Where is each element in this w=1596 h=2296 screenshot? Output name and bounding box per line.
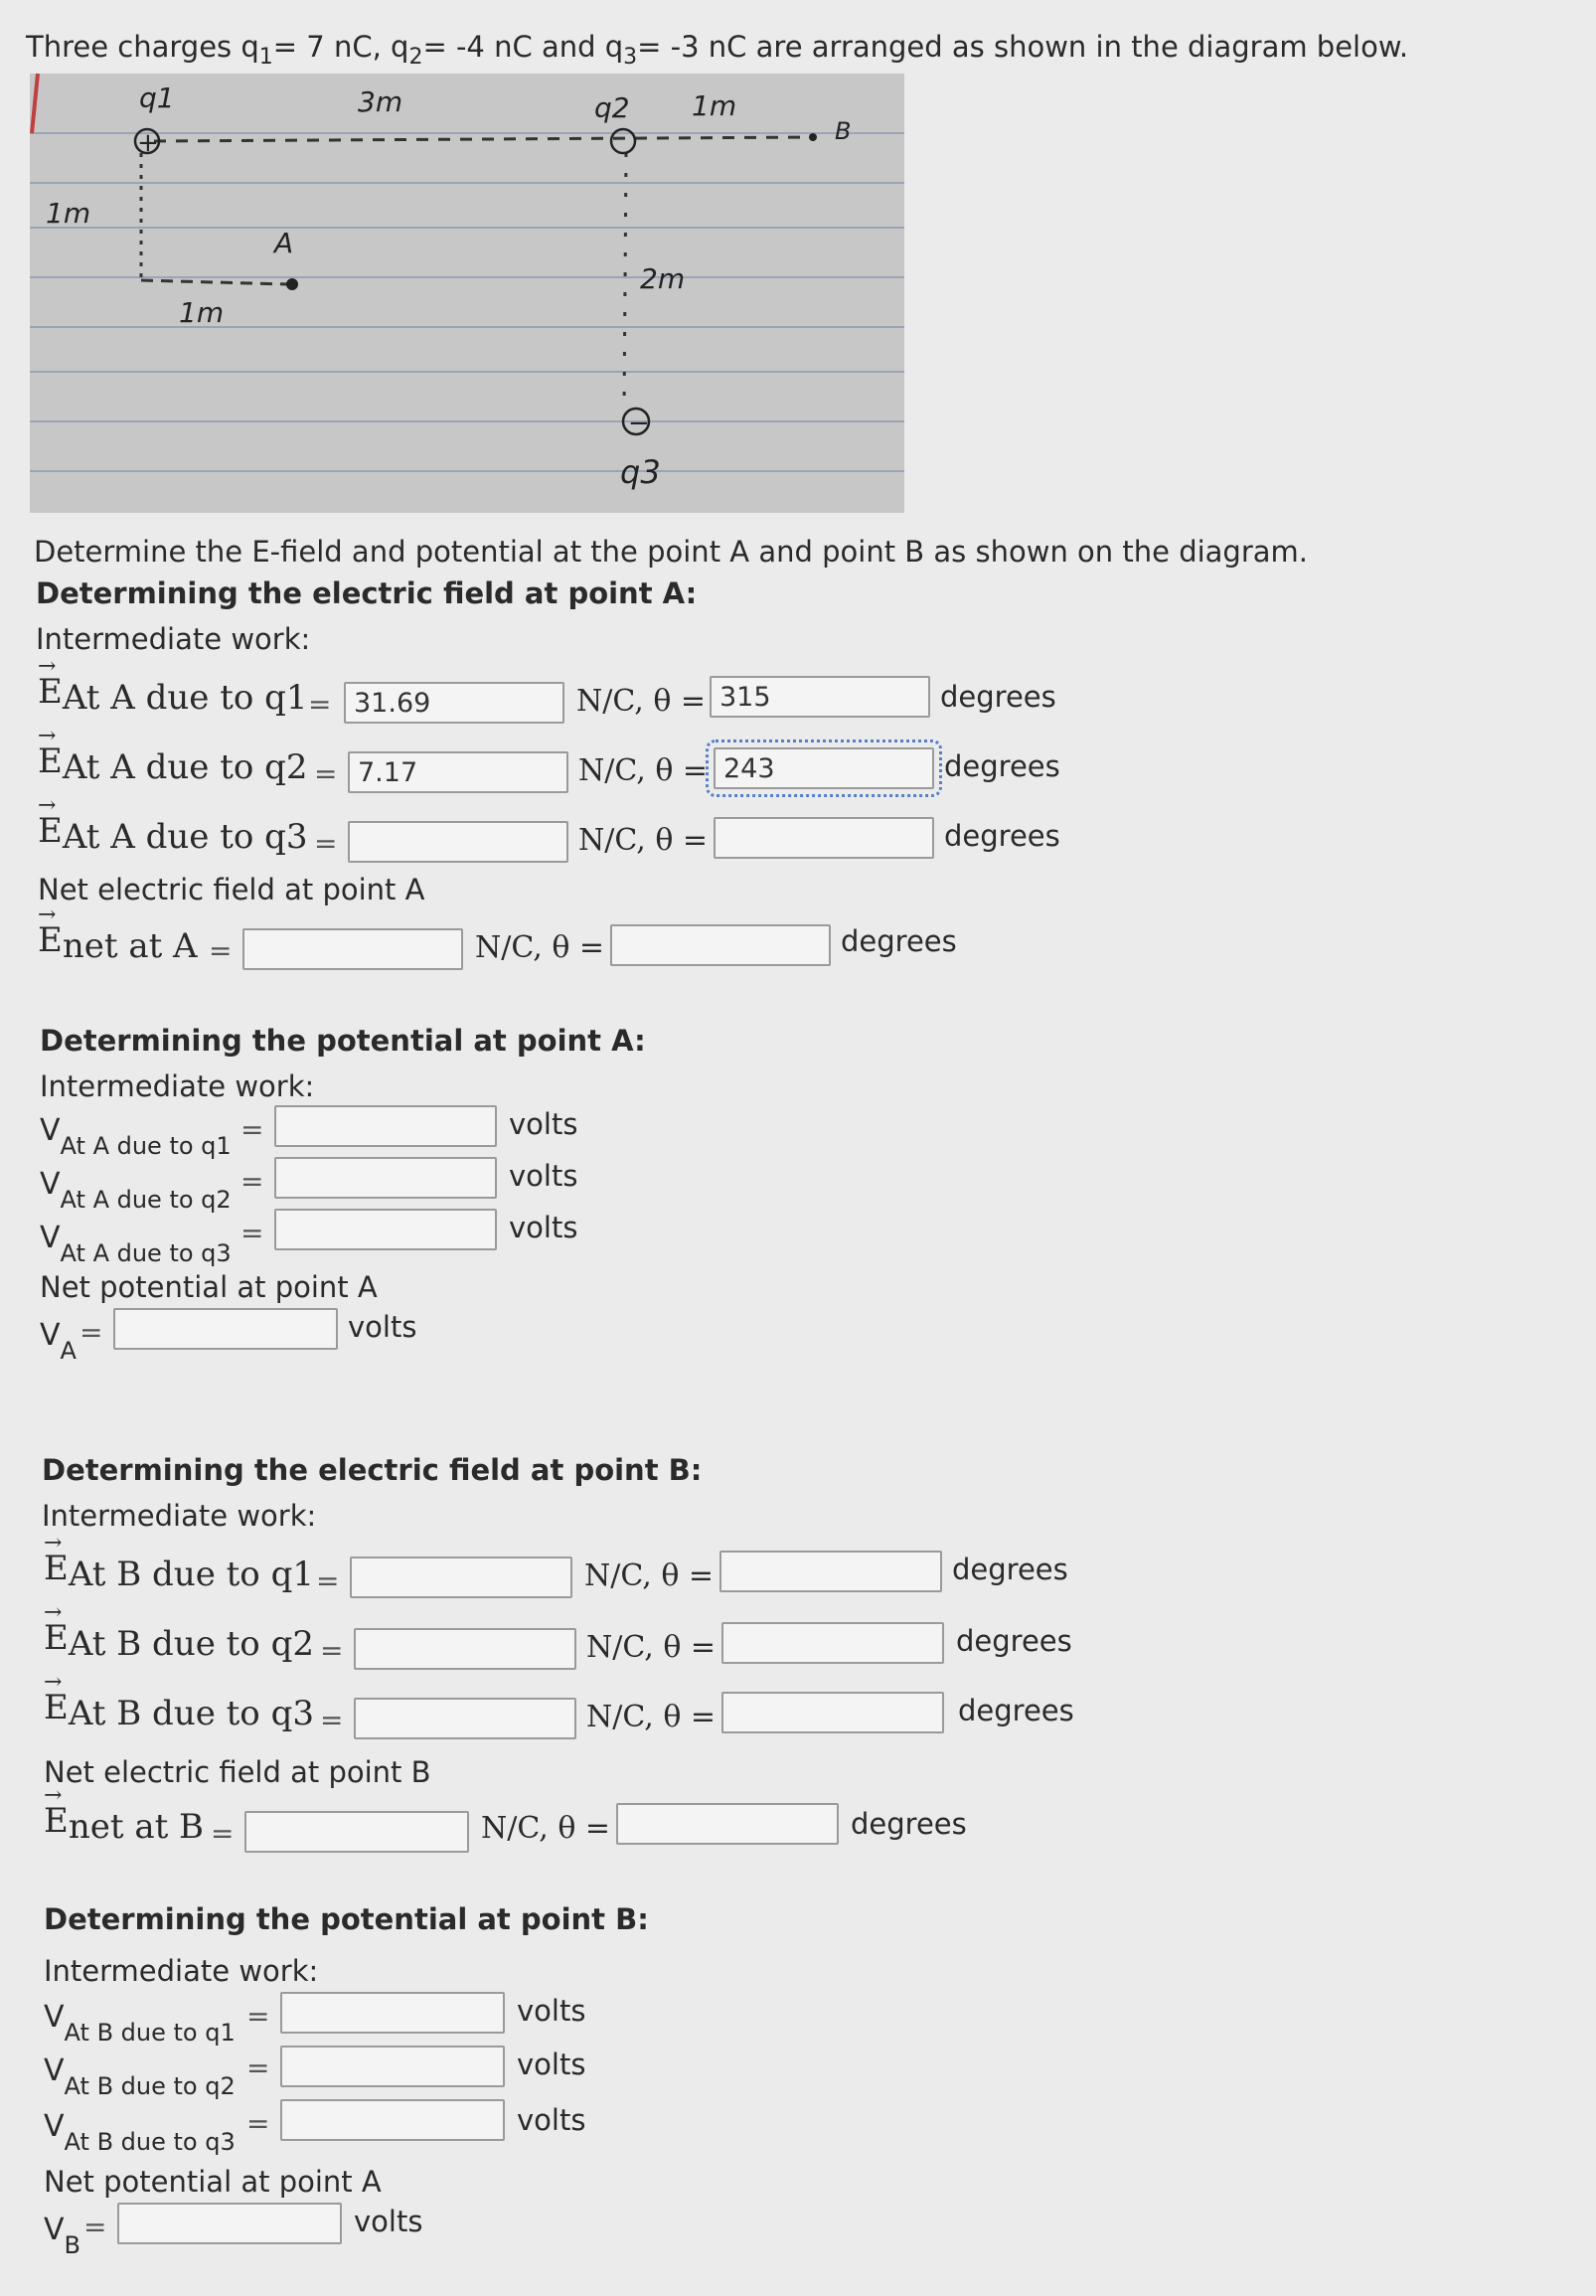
potential-b-net-unit: volts — [354, 2205, 423, 2238]
efield-b-q3-eq: = — [320, 1704, 344, 1736]
label-2m: 2m — [640, 262, 686, 295]
potential-b-q2-input[interactable] — [280, 2046, 505, 2087]
efield-b-q2-magnitude-input[interactable] — [354, 1628, 576, 1670]
efield-a-q1-angle-input[interactable] — [710, 676, 930, 718]
efield-a-q2-eq: = — [314, 757, 338, 790]
efield-a-q2-angle-input[interactable] — [714, 747, 934, 789]
efield-b-net-unit: N/C, θ = — [481, 1811, 611, 1846]
label-1m-right: 1m — [692, 89, 737, 122]
efield-a-q3-angle-input[interactable] — [714, 817, 934, 859]
efield-a-net-unit: N/C, θ = — [475, 930, 605, 965]
potential-b-net-caption: Net potential at point A — [44, 2165, 382, 2199]
label-3m: 3m — [358, 85, 403, 118]
potential-a-net-input[interactable] — [113, 1308, 338, 1350]
efield-b-q3-magnitude-input[interactable] — [354, 1698, 576, 1739]
intro-prefix: Three charges q — [26, 30, 259, 64]
efield-a-q2-degrees: degrees — [944, 749, 1060, 783]
potential-a-heading: Determining the potential at point A: — [40, 1024, 646, 1058]
efield-a-net-magnitude-input[interactable] — [242, 928, 463, 970]
efield-b-net-label: → $E_{net at B}$ — [44, 1801, 204, 1847]
efield-b-q2-eq: = — [320, 1634, 344, 1667]
efield-a-q3-eq: = — [314, 827, 338, 860]
efield-b-q3-degrees: degrees — [958, 1694, 1074, 1727]
potential-b-q1-eq: = — [246, 2000, 270, 2033]
efield-a-q1-label: → $E_{At A due to q1}$ — [38, 672, 308, 718]
efield-a-q3-degrees: degrees — [944, 819, 1060, 853]
efield-b-q3-angle-input[interactable] — [721, 1692, 944, 1733]
potential-b-q1-input[interactable] — [280, 1992, 505, 2034]
efield-b-q1-angle-input[interactable] — [719, 1551, 942, 1592]
efield-b-net-angle-input[interactable] — [616, 1803, 839, 1845]
potential-a-q1-eq: = — [240, 1113, 264, 1146]
efield-a-q3-unit: N/C, θ = — [578, 823, 709, 858]
efield-a-q1-degrees: degrees — [940, 680, 1056, 714]
efield-b-q1-unit: N/C, θ = — [584, 1558, 715, 1593]
potential-a-q1-label: $V_{At A due to q1}$ — [40, 1113, 232, 1160]
efield-a-net-label: → $E_{net at A}$ — [38, 920, 198, 966]
efield-b-q1-label: → $E_{At B due to q1}$ — [44, 1549, 314, 1594]
charge-diagram — [30, 74, 904, 513]
efield-b-q2-label: → $E_{At B due to q2}$ — [44, 1618, 314, 1664]
efield-a-q1-unit: N/C, θ = — [576, 684, 707, 719]
efield-a-heading: Determining the electric field at point A: — [36, 576, 698, 610]
potential-a-net-unit: volts — [348, 1310, 417, 1344]
potential-b-heading: Determining the potential at point B: — [44, 1902, 649, 1936]
potential-a-q2-input[interactable] — [274, 1157, 497, 1199]
label-b: B — [835, 117, 852, 145]
efield-b-intermediate: Intermediate work: — [42, 1499, 317, 1533]
potential-b-intermediate: Intermediate work: — [44, 1954, 319, 1988]
potential-b-net-input[interactable] — [117, 2203, 342, 2244]
potential-a-q1-input[interactable] — [274, 1105, 497, 1147]
efield-a-q2-magnitude-input[interactable] — [348, 751, 568, 793]
efield-a-net-eq: = — [209, 934, 233, 967]
potential-a-q1-unit: volts — [509, 1107, 578, 1141]
efield-a-q1-magnitude-input[interactable] — [344, 682, 564, 724]
efield-a-q3-magnitude-input[interactable] — [348, 821, 568, 863]
efield-b-net-caption: Net electric field at point B — [44, 1755, 431, 1789]
efield-a-net-caption: Net electric field at point A — [38, 873, 425, 906]
efield-b-net-magnitude-input[interactable] — [244, 1811, 469, 1853]
efield-a-q2-unit: N/C, θ = — [578, 753, 709, 788]
potential-a-q3-label: $V_{At A due to q3}$ — [40, 1221, 232, 1267]
problem-intro: Three charges $q_1= 7$ nC, $q_2= -4$ nC and $q_3= -3$ nC are arranged as shown in the diagram below. — [26, 30, 1409, 70]
efield-a-intermediate: Intermediate work: — [36, 622, 311, 656]
potential-a-q3-unit: volts — [509, 1211, 578, 1244]
label-q3: q3 — [620, 453, 661, 491]
efield-b-heading: Determining the electric field at point B: — [42, 1453, 703, 1487]
label-q2: q2 — [594, 91, 630, 124]
potential-b-q3-label: $V_{At B due to q3}$ — [44, 2109, 236, 2156]
potential-b-q3-eq: = — [246, 2107, 270, 2140]
efield-a-q2-label: → $E_{At A due to q2}$ — [38, 741, 308, 787]
label-1m-left: 1m — [46, 197, 91, 230]
potential-b-q1-unit: volts — [517, 1994, 586, 2028]
potential-b-q2-unit: volts — [517, 2048, 586, 2081]
efield-a-net-degrees: degrees — [841, 924, 957, 958]
efield-b-net-eq: = — [211, 1817, 235, 1850]
potential-a-q3-input[interactable] — [274, 1209, 497, 1250]
efield-b-q2-angle-input[interactable] — [721, 1622, 944, 1664]
potential-a-net-caption: Net potential at point A — [40, 1270, 378, 1304]
potential-b-q3-input[interactable] — [280, 2099, 505, 2141]
potential-b-q1-label: $V_{At B due to q1}$ — [44, 2000, 236, 2047]
potential-b-q3-unit: volts — [517, 2103, 586, 2137]
label-1m-bottom: 1m — [179, 296, 225, 329]
q3-minus: − — [628, 409, 650, 438]
potential-a-q2-eq: = — [240, 1165, 264, 1198]
potential-a-intermediate: Intermediate work: — [40, 1069, 315, 1103]
potential-b-q2-label: $V_{At B due to q2}$ — [44, 2053, 236, 2100]
efield-b-q2-unit: N/C, θ = — [586, 1630, 717, 1665]
potential-b-net-label: $V_B$ — [44, 2213, 80, 2259]
efield-a-q3-label: → $E_{At A due to q3}$ — [38, 811, 308, 857]
point-a-dot — [286, 278, 298, 290]
efield-b-q3-unit: N/C, θ = — [586, 1700, 717, 1734]
label-q1: q1 — [139, 82, 175, 114]
potential-b-net-eq: = — [83, 2211, 107, 2243]
efield-b-net-degrees: degrees — [851, 1807, 967, 1841]
potential-a-q2-unit: volts — [509, 1159, 578, 1193]
potential-a-net-label: $V_A$ — [40, 1318, 77, 1365]
point-b-dot — [809, 133, 817, 141]
potential-b-q2-eq: = — [246, 2051, 270, 2084]
instruction-text: Determine the E-field and potential at the point A and point B as shown on the diagram. — [34, 535, 1309, 569]
efield-b-q3-label: → $E_{At B due to q3}$ — [44, 1688, 314, 1733]
potential-a-q2-label: $V_{At A due to q2}$ — [40, 1167, 232, 1214]
efield-b-q1-magnitude-input[interactable] — [350, 1557, 572, 1598]
efield-b-q1-eq: = — [316, 1564, 340, 1597]
efield-b-q1-degrees: degrees — [952, 1553, 1068, 1586]
potential-a-q3-eq: = — [240, 1217, 264, 1249]
efield-a-q1-eq: = — [308, 688, 332, 721]
efield-b-q2-degrees: degrees — [956, 1624, 1072, 1658]
efield-a-net-angle-input[interactable] — [610, 924, 831, 966]
label-a: A — [274, 227, 294, 259]
potential-a-net-eq: = — [80, 1316, 103, 1349]
q1-plus: + — [137, 128, 159, 158]
